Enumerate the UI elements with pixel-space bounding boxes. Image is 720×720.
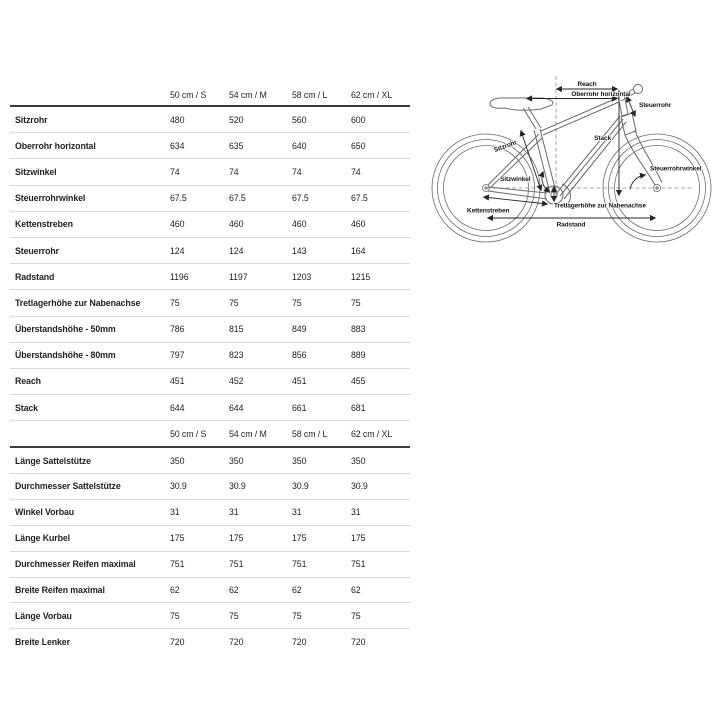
cell-value: 30.9 <box>351 481 368 492</box>
row-label: Oberrohr horizontal <box>15 140 96 151</box>
table-row <box>10 212 410 238</box>
table-row <box>10 133 410 159</box>
table-row <box>10 526 410 552</box>
cell-value: 849 <box>292 324 307 335</box>
row-label: Radstand <box>15 271 55 282</box>
cell-value: 62 <box>351 585 361 596</box>
grip <box>634 85 643 94</box>
cell-value: 31 <box>170 507 180 518</box>
cell-value: 67.5 <box>351 193 368 204</box>
cell-value: 600 <box>351 114 366 125</box>
row-label: Überstandshöhe - 50mm <box>15 324 116 335</box>
column-header: 58 cm / L <box>292 428 328 439</box>
cell-value: 62 <box>170 585 180 596</box>
row-label: Winkel Vorbau <box>15 507 75 518</box>
column-header: 58 cm / L <box>292 89 328 100</box>
sitzrohr-label: Sitzrohr <box>493 139 518 154</box>
table-row <box>10 448 410 474</box>
cell-value: 143 <box>292 245 307 256</box>
table-row <box>10 264 410 290</box>
cell-value: 62 <box>292 585 302 596</box>
cell-value: 67.5 <box>292 193 309 204</box>
steuerrohrwinkel-label: Steuerrohrwinkel <box>650 165 702 173</box>
cell-value: 681 <box>351 402 366 413</box>
cell-value: 751 <box>170 559 185 570</box>
seat-tube <box>534 129 556 193</box>
cell-value: 650 <box>351 140 366 151</box>
steuerrohr-label: Steuerrohr <box>639 102 672 109</box>
cell-value: 67.5 <box>229 193 246 204</box>
table-row <box>10 369 410 395</box>
cell-value: 661 <box>292 402 307 413</box>
table-row <box>10 500 410 526</box>
reach-label: Reach <box>577 81 597 88</box>
radstand-label: Radstand <box>556 221 586 229</box>
column-header: 54 cm / M <box>229 89 267 100</box>
cell-value: 350 <box>292 455 307 466</box>
table-row <box>10 107 410 133</box>
row-label: Länge Kurbel <box>15 533 71 544</box>
spec-tables <box>10 84 410 654</box>
cell-value: 75 <box>351 297 361 308</box>
cell-value: 823 <box>229 350 244 361</box>
cell-value: 350 <box>170 455 185 466</box>
cell-value: 175 <box>351 533 366 544</box>
cell-value: 1203 <box>292 271 312 282</box>
cell-value: 1197 <box>229 271 248 282</box>
table-row <box>10 290 410 316</box>
cell-value: 30.9 <box>292 481 309 492</box>
table-row <box>10 603 410 629</box>
sitzwinkel-label: Sitzwinkel <box>500 176 531 183</box>
table-row <box>10 159 410 185</box>
cell-value: 31 <box>229 507 239 518</box>
table-row <box>10 343 410 369</box>
table-row <box>10 474 410 500</box>
geometry-table <box>10 84 410 421</box>
cell-value: 889 <box>351 350 366 361</box>
components-table <box>10 421 410 654</box>
row-label: Stack <box>15 402 38 413</box>
cell-value: 786 <box>170 324 185 335</box>
cell-value: 455 <box>351 376 366 387</box>
cell-value: 751 <box>351 559 366 570</box>
cell-value: 1215 <box>351 271 371 282</box>
cell-value: 75 <box>229 297 239 308</box>
cell-value: 460 <box>170 219 185 230</box>
cell-value: 1196 <box>170 271 189 282</box>
column-header: 62 cm / XL <box>351 89 393 100</box>
row-label: Breite Reifen maximal <box>15 585 105 596</box>
cell-value: 75 <box>170 297 180 308</box>
cell-value: 175 <box>229 533 244 544</box>
cell-value: 634 <box>170 140 185 151</box>
cell-value: 30.9 <box>229 481 246 492</box>
row-label: Durchmesser Reifen maximal <box>15 559 136 570</box>
table-row <box>10 238 410 264</box>
cell-value: 751 <box>229 559 244 570</box>
table-row <box>10 395 410 421</box>
cell-value: 74 <box>229 166 239 177</box>
cell-value: 451 <box>170 376 185 387</box>
table-row <box>10 578 410 604</box>
cell-value: 350 <box>229 455 244 466</box>
row-label: Länge Vorbau <box>15 610 72 621</box>
fork-blades <box>625 130 662 185</box>
chain-stays <box>488 187 547 199</box>
column-header: 50 cm / S <box>170 89 207 100</box>
cell-value: 856 <box>292 350 307 361</box>
cell-value: 751 <box>292 559 307 570</box>
cell-value: 797 <box>170 350 185 361</box>
cell-value: 62 <box>229 585 239 596</box>
bike-geometry-diagram <box>430 55 720 255</box>
cell-value: 31 <box>351 507 361 518</box>
fork-crown <box>621 113 636 135</box>
cell-value: 644 <box>229 402 244 413</box>
cell-value: 75 <box>292 297 302 308</box>
cell-value: 720 <box>170 636 185 647</box>
cell-value: 75 <box>170 610 180 621</box>
cell-value: 720 <box>229 636 244 647</box>
cell-value: 635 <box>229 140 244 151</box>
cell-value: 883 <box>351 324 366 335</box>
saddle <box>490 98 553 110</box>
steuerrohrwinkel-arc <box>630 175 645 189</box>
cell-value: 75 <box>292 610 302 621</box>
cell-value: 644 <box>170 402 185 413</box>
table-row <box>10 552 410 578</box>
column-header: 62 cm / XL <box>351 428 393 439</box>
size-header-row <box>10 421 410 448</box>
row-label: Überstandshöhe - 80mm <box>15 350 116 361</box>
cell-value: 31 <box>292 507 302 518</box>
cell-value: 74 <box>170 166 180 177</box>
table-row <box>10 629 410 654</box>
cell-value: 74 <box>351 166 361 177</box>
cell-value: 560 <box>292 114 307 125</box>
oberrohr-label: Oberrohr horizontal <box>571 91 631 98</box>
row-label: Tretlagerhöhe zur Nabenachse <box>15 297 141 308</box>
column-header: 50 cm / S <box>170 428 207 439</box>
row-label: Sitzrohr <box>15 114 48 125</box>
cell-value: 640 <box>292 140 307 151</box>
row-label: Durchmesser Sattelstütze <box>15 481 121 492</box>
cell-value: 350 <box>351 455 366 466</box>
column-header: 54 cm / M <box>229 428 267 439</box>
row-label: Länge Sattelstütze <box>15 455 91 466</box>
cell-value: 480 <box>170 114 185 125</box>
table-row <box>10 186 410 212</box>
cell-value: 452 <box>229 376 244 387</box>
cell-value: 460 <box>351 219 366 230</box>
cell-value: 67.5 <box>170 193 187 204</box>
kettenstreben-label: Kettenstreben <box>467 207 510 215</box>
row-label: Steuerrohrwinkel <box>15 193 86 204</box>
cell-value: 451 <box>292 376 307 387</box>
row-label: Kettenstreben <box>15 219 73 230</box>
row-label: Breite Lenker <box>15 636 70 647</box>
cell-value: 460 <box>229 219 244 230</box>
cell-value: 74 <box>292 166 302 177</box>
row-label: Steuerrohr <box>15 245 59 256</box>
table-row <box>10 317 410 343</box>
cell-value: 75 <box>229 610 239 621</box>
row-label: Sitzwinkel <box>15 166 57 177</box>
cell-value: 30.9 <box>170 481 187 492</box>
cell-value: 720 <box>351 636 366 647</box>
tretlagerhoehe-label: Tretlagerhöhe zur Nabenachse <box>554 202 646 210</box>
cell-value: 164 <box>351 245 366 256</box>
cell-value: 124 <box>229 245 244 256</box>
cell-value: 124 <box>170 245 185 256</box>
cell-value: 460 <box>292 219 307 230</box>
stack-label: Stack <box>594 135 611 142</box>
cell-value: 175 <box>170 533 185 544</box>
cell-value: 815 <box>229 324 244 335</box>
cell-value: 75 <box>351 610 361 621</box>
cell-value: 175 <box>292 533 307 544</box>
cell-value: 520 <box>229 114 244 125</box>
size-header-row <box>10 84 410 107</box>
cell-value: 720 <box>292 636 307 647</box>
row-label: Reach <box>15 376 41 387</box>
